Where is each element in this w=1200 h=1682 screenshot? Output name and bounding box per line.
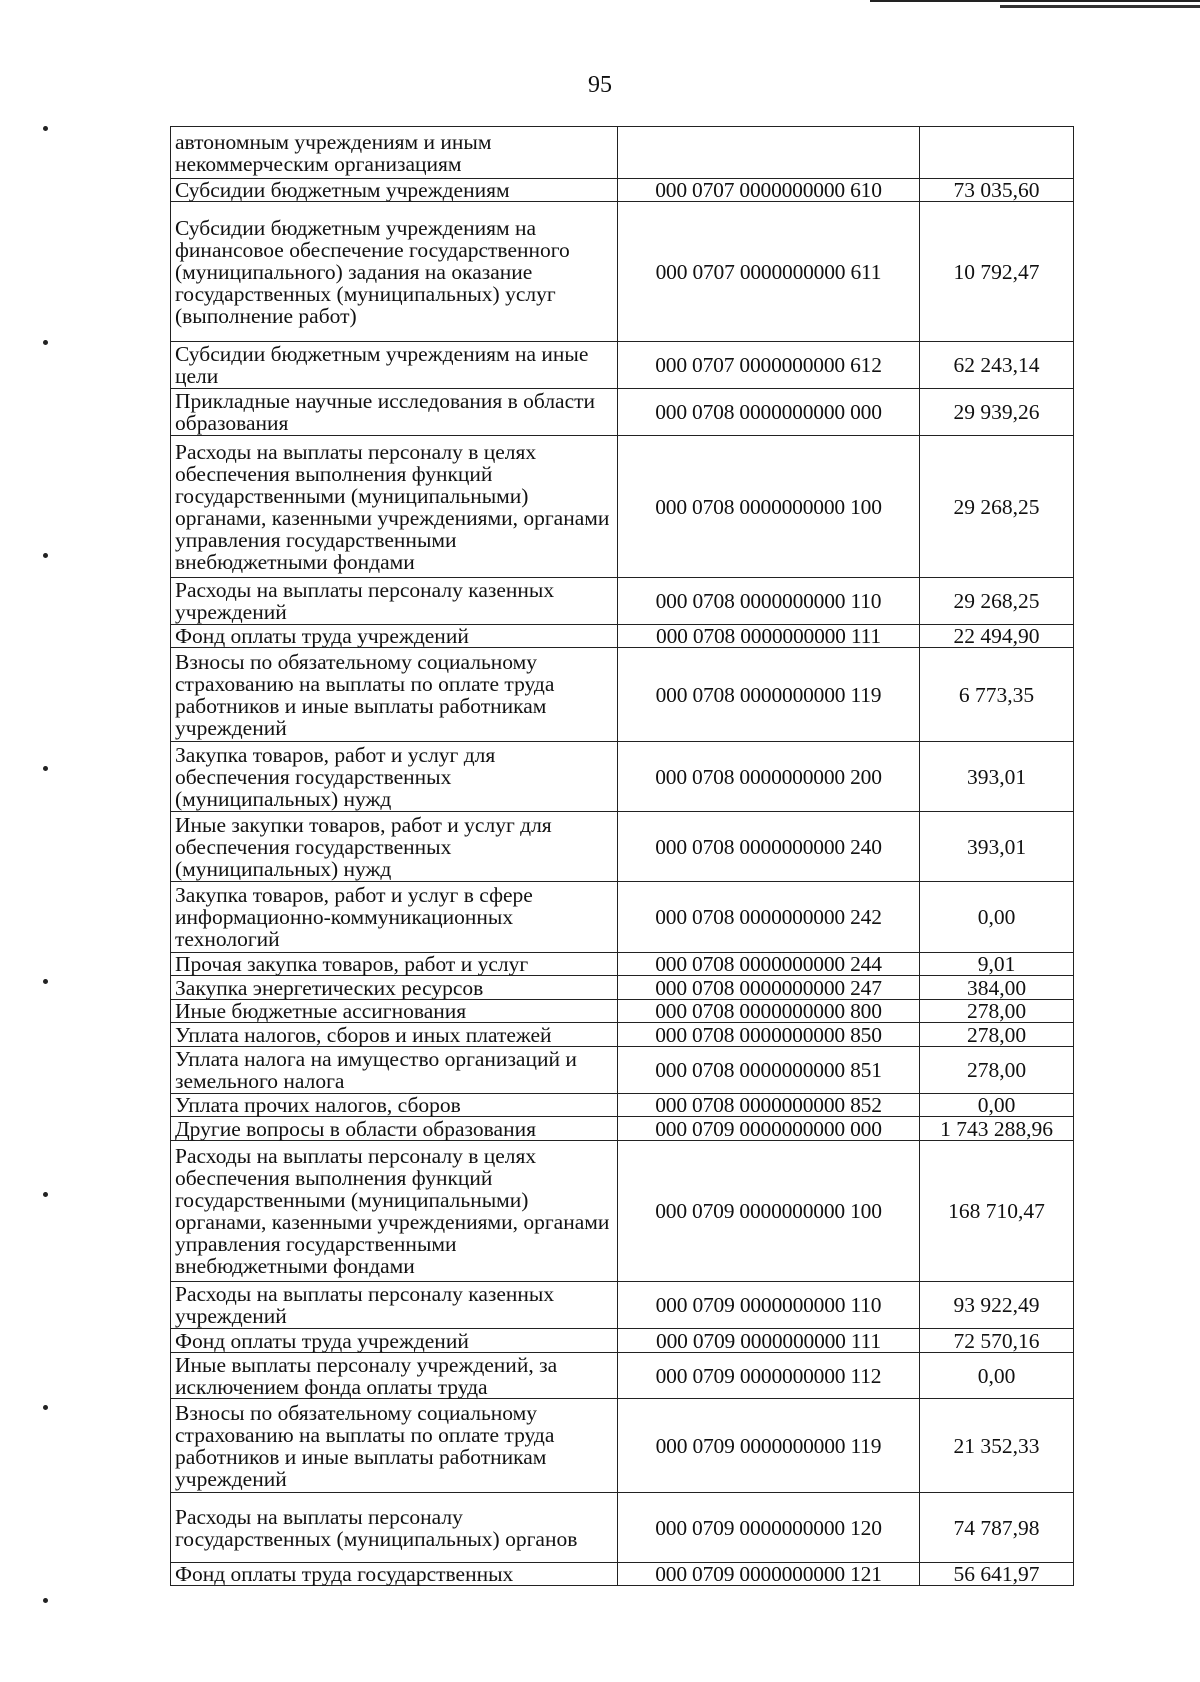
row-name-cell: Прочая закупка товаров, работ и услуг — [171, 953, 618, 976]
row-name-cell: Субсидии бюджетным учреждениям на финансовое обеспечение государственного (муниципального) задания на оказание государственных (муниципальных) услуг (выполнение работ) — [171, 202, 618, 342]
row-amount-cell: 168 710,47 — [920, 1141, 1074, 1282]
row-amount-cell: 0,00 — [920, 882, 1074, 953]
binder-hole-mark — [43, 340, 48, 345]
row-amount-cell: 74 787,98 — [920, 1493, 1074, 1563]
table-row — [171, 1117, 1074, 1141]
row-code-cell: 000 0708 0000000000 240 — [618, 812, 920, 882]
row-code-cell: 000 0709 0000000000 100 — [618, 1141, 920, 1282]
row-code-cell: 000 0708 0000000000 119 — [618, 648, 920, 742]
row-amount-cell: 29 939,26 — [920, 389, 1074, 436]
scan-top-rule — [870, 0, 1200, 2]
row-amount-cell: 72 570,16 — [920, 1329, 1074, 1353]
scan-top-rule-thick — [1000, 5, 1200, 8]
table-row — [171, 1493, 1074, 1563]
row-amount-cell: 73 035,60 — [920, 179, 1074, 202]
row-code-cell: 000 0709 0000000000 119 — [618, 1399, 920, 1493]
row-code-cell: 000 0708 0000000000 851 — [618, 1047, 920, 1094]
row-amount-cell: 62 243,14 — [920, 342, 1074, 389]
row-name-cell: Закупка товаров, работ и услуг для обеспечения государственных (муниципальных) нужд — [171, 742, 618, 812]
row-name-cell: Субсидии бюджетным учреждениям на иные цели — [171, 342, 618, 389]
row-code-cell: 000 0709 0000000000 000 — [618, 1117, 920, 1141]
table-row — [171, 1094, 1074, 1117]
row-code-cell: 000 0708 0000000000 244 — [618, 953, 920, 976]
row-name-cell: Уплата налога на имущество организаций и земельного налога — [171, 1047, 618, 1094]
row-name-cell: Закупка энергетических ресурсов — [171, 976, 618, 1000]
table-row — [171, 976, 1074, 1000]
row-code-cell: 000 0709 0000000000 112 — [618, 1353, 920, 1399]
table-row — [171, 1329, 1074, 1353]
row-name-cell: Расходы на выплаты персоналу в целях обеспечения выполнения функций государственными (муниципальными) органами, казенными учреждениями, органами управления государственными внебюджетными фондами — [171, 1141, 618, 1282]
row-code-cell: 000 0707 0000000000 611 — [618, 202, 920, 342]
row-amount-cell: 0,00 — [920, 1094, 1074, 1117]
row-name-cell: Расходы на выплаты персоналу в целях обеспечения выполнения функций государственными (муниципальными) органами, казенными учреждениями, органами управления государственными внебюджетными фондами — [171, 436, 618, 578]
table-row — [171, 648, 1074, 742]
row-name-cell: Субсидии бюджетным учреждениям — [171, 179, 618, 202]
table-row — [171, 127, 1074, 179]
row-code-cell: 000 0707 0000000000 610 — [618, 179, 920, 202]
table-row — [171, 202, 1074, 342]
row-amount-cell: 29 268,25 — [920, 436, 1074, 578]
row-name-cell: Закупка товаров, работ и услуг в сфере информационно-коммуникационных технологий — [171, 882, 618, 953]
table-row — [171, 1141, 1074, 1282]
row-amount-cell: 22 494,90 — [920, 625, 1074, 648]
binder-hole-mark — [43, 126, 48, 131]
binder-hole-mark — [43, 1192, 48, 1197]
binder-hole-mark — [43, 979, 48, 984]
row-amount-cell: 93 922,49 — [920, 1282, 1074, 1329]
row-name-cell: Взносы по обязательному социальному страхованию на выплаты по оплате труда работников и иные выплаты работникам учреждений — [171, 648, 618, 742]
row-code-cell — [618, 127, 920, 179]
row-code-cell: 000 0708 0000000000 100 — [618, 436, 920, 578]
row-name-cell: Фонд оплаты труда государственных — [171, 1563, 618, 1586]
row-amount-cell: 393,01 — [920, 812, 1074, 882]
row-name-cell: Иные бюджетные ассигнования — [171, 1000, 618, 1023]
row-amount-cell: 278,00 — [920, 1023, 1074, 1047]
row-name-cell: Другие вопросы в области образования — [171, 1117, 618, 1141]
table-row — [171, 953, 1074, 976]
row-name-cell: Уплата налогов, сборов и иных платежей — [171, 1023, 618, 1047]
table-row — [171, 1399, 1074, 1493]
budget-table — [170, 126, 1074, 1586]
table-row — [171, 1353, 1074, 1399]
table-row — [171, 1023, 1074, 1047]
table-row — [171, 342, 1074, 389]
table-row — [171, 179, 1074, 202]
row-name-cell: автономным учреждениям и иным некоммерческим организациям — [171, 127, 618, 179]
row-amount-cell: 29 268,25 — [920, 578, 1074, 625]
row-code-cell: 000 0709 0000000000 110 — [618, 1282, 920, 1329]
row-code-cell: 000 0709 0000000000 121 — [618, 1563, 920, 1586]
row-name-cell: Расходы на выплаты персоналу государственных (муниципальных) органов — [171, 1493, 618, 1563]
table-row — [171, 812, 1074, 882]
row-amount-cell: 278,00 — [920, 1000, 1074, 1023]
binder-hole-mark — [43, 1405, 48, 1410]
row-code-cell: 000 0708 0000000000 200 — [618, 742, 920, 812]
row-amount-cell: 56 641,97 — [920, 1563, 1074, 1586]
row-amount-cell: 9,01 — [920, 953, 1074, 976]
row-name-cell: Взносы по обязательному социальному страхованию на выплаты по оплате труда работников и иные выплаты работникам учреждений — [171, 1399, 618, 1493]
table-row — [171, 1047, 1074, 1094]
table-row — [171, 578, 1074, 625]
binder-hole-mark — [43, 1598, 48, 1603]
row-code-cell: 000 0708 0000000000 247 — [618, 976, 920, 1000]
table-row — [171, 1000, 1074, 1023]
row-name-cell: Расходы на выплаты персоналу казенных учреждений — [171, 1282, 618, 1329]
row-name-cell: Уплата прочих налогов, сборов — [171, 1094, 618, 1117]
row-code-cell: 000 0709 0000000000 111 — [618, 1329, 920, 1353]
row-name-cell: Прикладные научные исследования в области образования — [171, 389, 618, 436]
row-amount-cell: 278,00 — [920, 1047, 1074, 1094]
row-amount-cell — [920, 127, 1074, 179]
table-row — [171, 742, 1074, 812]
row-amount-cell: 10 792,47 — [920, 202, 1074, 342]
row-code-cell: 000 0709 0000000000 120 — [618, 1493, 920, 1563]
row-amount-cell: 1 743 288,96 — [920, 1117, 1074, 1141]
row-code-cell: 000 0708 0000000000 111 — [618, 625, 920, 648]
row-code-cell: 000 0708 0000000000 800 — [618, 1000, 920, 1023]
row-amount-cell: 384,00 — [920, 976, 1074, 1000]
table-row — [171, 436, 1074, 578]
row-amount-cell: 6 773,35 — [920, 648, 1074, 742]
row-code-cell: 000 0708 0000000000 242 — [618, 882, 920, 953]
binder-hole-mark — [43, 766, 48, 771]
row-name-cell: Иные закупки товаров, работ и услуг для обеспечения государственных (муниципальных) нужд — [171, 812, 618, 882]
page-number: 95 — [588, 72, 612, 98]
row-name-cell: Иные выплаты персоналу учреждений, за исключением фонда оплаты труда — [171, 1353, 618, 1399]
row-code-cell: 000 0708 0000000000 110 — [618, 578, 920, 625]
row-name-cell: Фонд оплаты труда учреждений — [171, 625, 618, 648]
table-row — [171, 1563, 1074, 1586]
binder-hole-mark — [43, 553, 48, 558]
row-amount-cell: 0,00 — [920, 1353, 1074, 1399]
table-row — [171, 1282, 1074, 1329]
row-code-cell: 000 0707 0000000000 612 — [618, 342, 920, 389]
table-row — [171, 882, 1074, 953]
row-amount-cell: 393,01 — [920, 742, 1074, 812]
row-name-cell: Фонд оплаты труда учреждений — [171, 1329, 618, 1353]
row-amount-cell: 21 352,33 — [920, 1399, 1074, 1493]
table-row — [171, 389, 1074, 436]
row-name-cell: Расходы на выплаты персоналу казенных учреждений — [171, 578, 618, 625]
row-code-cell: 000 0708 0000000000 000 — [618, 389, 920, 436]
row-code-cell: 000 0708 0000000000 852 — [618, 1094, 920, 1117]
table-row — [171, 625, 1074, 648]
row-code-cell: 000 0708 0000000000 850 — [618, 1023, 920, 1047]
